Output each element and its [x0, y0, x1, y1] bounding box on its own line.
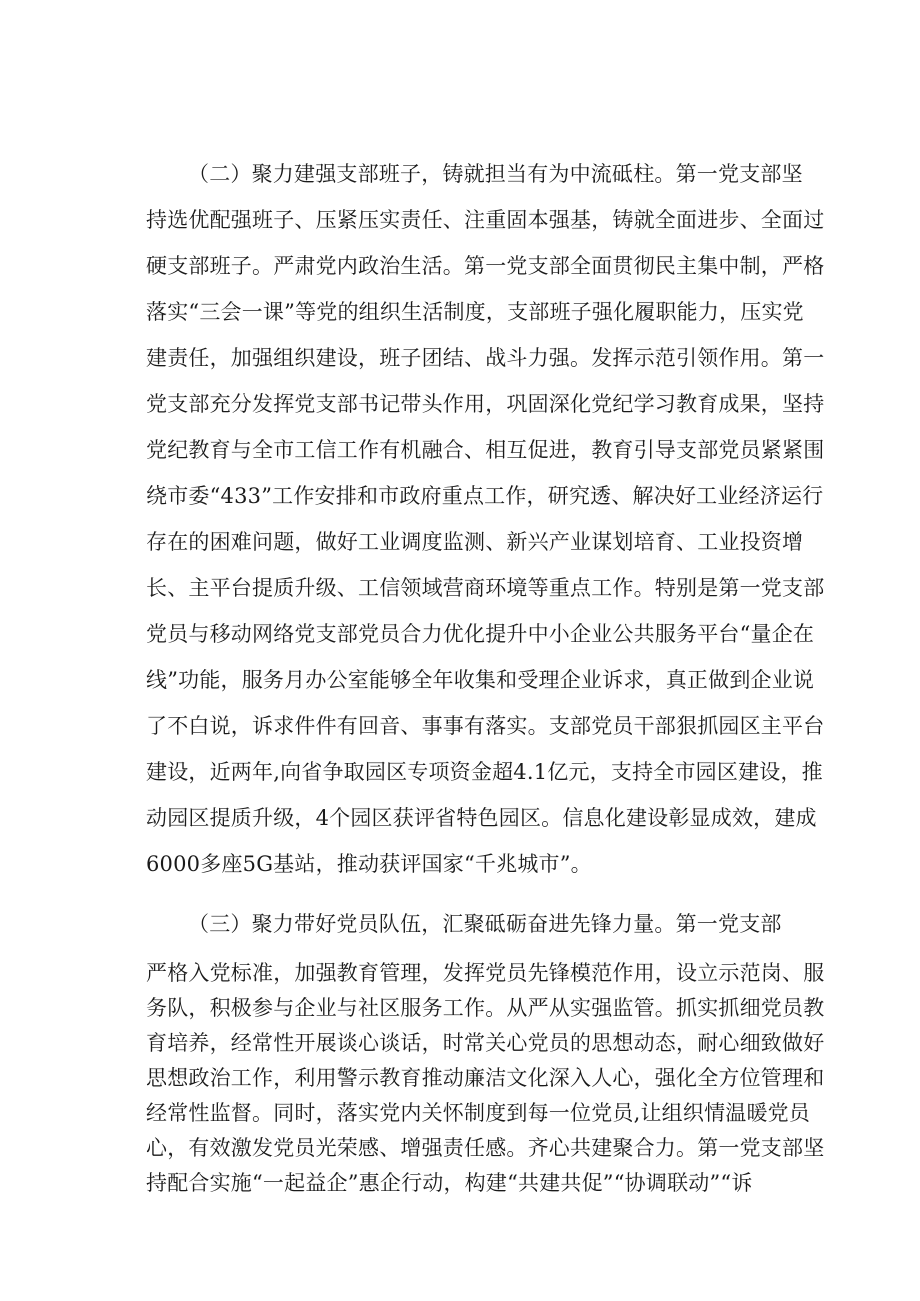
section-three-line: 务队，积极参与企业与社区服务工作。从严从实强监管。抓实抓细党员教 — [146, 996, 825, 1020]
section-two-line: 建责任，加强组织建设，班子团结、战斗力强。发挥示范引领作用。第一 — [146, 346, 825, 370]
section-two-line: 6000多座5G基站，推动获评国家“千兆城市”。 — [146, 852, 592, 876]
section-two-line: 持选优配强班子、压紧压实责任、注重固本强基，铸就全面进步、全面过 — [146, 208, 825, 232]
section-three-line: 思想政治工作，利用警示教育推动廉洁文化深入人心，强化全方位管理和 — [146, 1066, 825, 1090]
section-three-line: 育培养，经常性开展谈心谈话，时常关心党员的思想动态，耐心细致做好 — [146, 1031, 825, 1055]
section-two-line: 线”功能，服务月办公室能够全年收集和受理企业诉求，真正做到企业说 — [146, 668, 815, 692]
section-three-line: （三）聚力带好党员队伍，汇聚砥砺奋进先锋力量。第一党支部 — [188, 912, 782, 936]
section-two-line: 动园区提质升级，4个园区获评省特色园区。信息化建设彰显成效，建成 — [146, 806, 817, 830]
section-three-line: 严格入党标准，加强教育管理，发挥党员先锋模范作用，设立示范岗、服 — [146, 961, 825, 985]
section-two-line: 建设，近两年,向省争取园区专项资金超4.1亿元，支持全市园区建设，推 — [146, 760, 823, 784]
section-three-line: 心，有效激发党员光荣感、增强责任感。齐心共建聚合力。第一党支部坚 — [146, 1136, 825, 1160]
section-two-line: 长、主平台提质升级、工信领域营商环境等重点工作。特别是第一党支部 — [146, 576, 825, 600]
section-two-line: （二）聚力建强支部班子，铸就担当有为中流砥柱。第一党支部坚 — [188, 162, 803, 186]
section-three-line: 经常性监督。同时，落实党内关怀制度到每一位党员,让组织情温暖党员 — [146, 1101, 811, 1125]
section-two-line: 绕市委“433”工作安排和市政府重点工作，研究透、解决好工业经济运行 — [146, 484, 824, 508]
section-two-line: 落实“三会一课”等党的组织生活制度，支部班子强化履职能力，压实党 — [146, 300, 804, 324]
section-two-line: 硬支部班子。严肃党内政治生活。第一党支部全面贯彻民主集中制，严格 — [146, 254, 825, 278]
section-two-line: 存在的困难问题，做好工业调度监测、新兴产业谋划培育、工业投资增 — [146, 530, 804, 554]
section-two-line: 党支部充分发挥党支部书记带头作用，巩固深化党纪学习教育成果，坚持 — [146, 392, 825, 416]
section-two-line: 党员与移动网络党支部党员合力优化提升中小企业公共服务平台“量企在 — [146, 622, 815, 646]
section-three-line: 持配合实施“一起益企”惠企行动，构建“共建共促”“协调联动”“诉 — [146, 1171, 753, 1195]
section-two-line: 党纪教育与全市工信工作有机融合、相互促进，教育引导支部党员紧紧围 — [146, 438, 825, 462]
section-two-line: 了不白说，诉求件件有回音、事事有落实。支部党员干部狠抓园区主平台 — [146, 714, 825, 738]
